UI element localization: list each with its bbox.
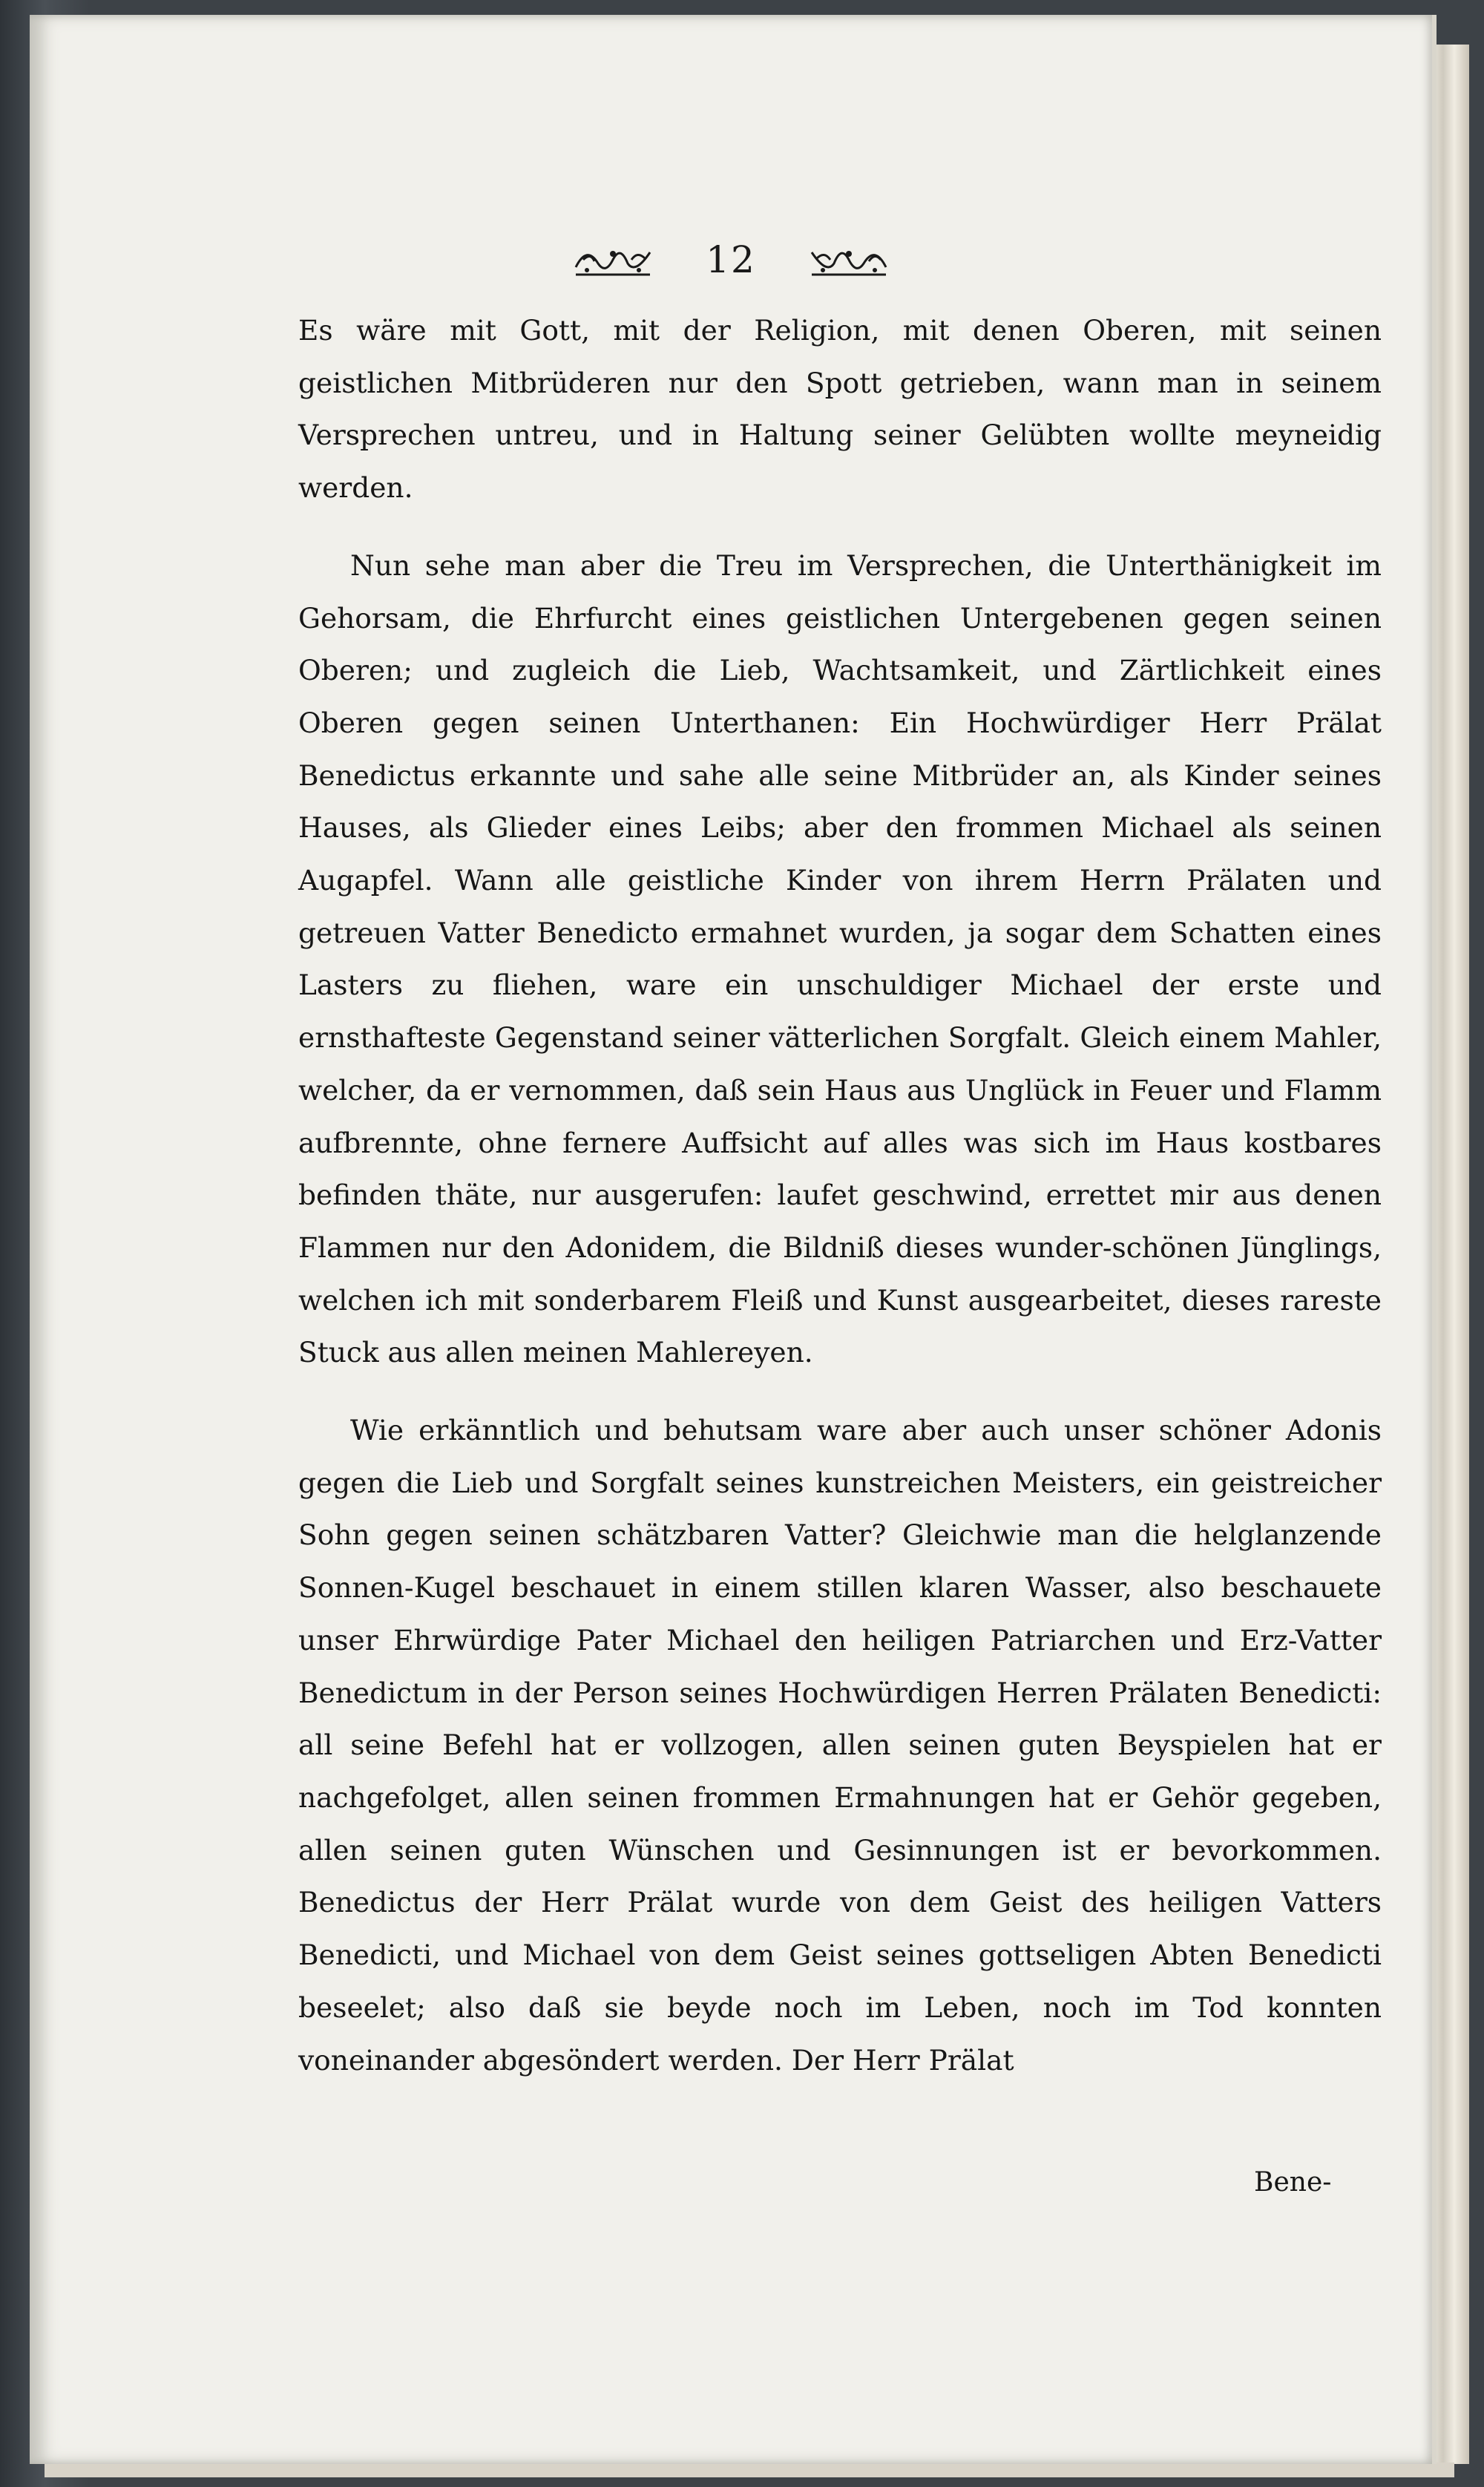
catchword: Bene- [1254, 2167, 1332, 2198]
page-edge-bottom [45, 2463, 1454, 2477]
paragraph-3: Wie erkänntlich und behutsam ware aber auch unser schöner Adonis gegen die Lieb und Sorgfalt seines kunstreichen Meisters, ein geistreicher Sohn gegen seinen schätzbaren Vatter? Gleichwie man die helglanzende Sonnen-Kugel beschauet in einem stillen klaren Wasser, also beschauete unser Ehrwürdige Pater Michael den heiligen Patriarchen und Erz-Vatter Benedictum in der Person seines Hochwürdigen Herren Prälaten Benedicti: all seine Befehl hat er vollzogen, allen seinen guten Beyspielen hat er nachgefolget, allen seinen frommen Ermahnungen hat er Gehör gegeben, allen seinen guten Wünschen und Gesinnungen ist er bevorkommen. Benedictus der Herr Prälat wurde von dem Geist des heiligen Vatters Benedicti, und Michael von dem Geist seines gottseligen Abten Benedicti beseelet; also daß sie beyde noch im Leben, noch im Tod konnten voneinander abgesöndert werden. Der Herr Prälat [298, 1414, 1382, 2077]
right-ornament-icon [808, 237, 890, 282]
book-page [30, 15, 1437, 2464]
page-edge [1432, 45, 1469, 2464]
body-text [298, 304, 1382, 2086]
page-number: 12 [706, 238, 756, 281]
paragraph-2: Nun sehe man aber die Treu im Versprechen, die Unterthänigkeit im Gehorsam, die Ehrfurcht eines geistlichen Untergebenen gegen seinen Oberen; und zugleich die Lieb, Wachtsamkeit, und Zärtlichkeit eines Oberen gegen seinen Unterthanen: Ein Hochwürdiger Herr Prälat Benedictus erkannte und sahe alle seine Mitbrüder an, als Kinder seines Hauses, als Glieder eines Leibs; aber den frommen Michael als seinen Augapfel. Wann alle geistliche Kinder von ihrem Herrn Prälaten und getreuen Vatter Benedicto ermahnet wurden, ja sogar dem Schatten eines Lasters zu fliehen, ware ein unschuldiger Michael der erste und ernsthafteste Gegenstand seiner vätterlichen Sorgfalt. Gleich einem Mahler, welcher, da er vernommen, daß sein Haus aus Unglück in Feuer und Flamm aufbrennte, ohne fernere Auffsicht auf alles was sich im Haus kostbares befinden thäte, nur ausgerufen: laufet geschwind, errettet mir aus denen Flammen nur den Adonidem, die Bildniß dieses wunder-schönen Jünglings, welchen ich mit sonderbarem Fleiß und Kunst ausgearbeitet, dieses rareste Stuck aus allen meinen Mahlereyen. [298, 548, 1382, 1369]
paragraph-1: Es wäre mit Gott, mit der Religion, mit denen Oberen, mit seinen geistlichen Mitbrüderen nur den Spott getrieben, wann man in seinem Versprechen untreu, und in Haltung seiner Gelübten wollte meyneidig werden. [298, 314, 1382, 505]
page-header [30, 226, 1432, 293]
left-ornament-icon [572, 237, 654, 282]
